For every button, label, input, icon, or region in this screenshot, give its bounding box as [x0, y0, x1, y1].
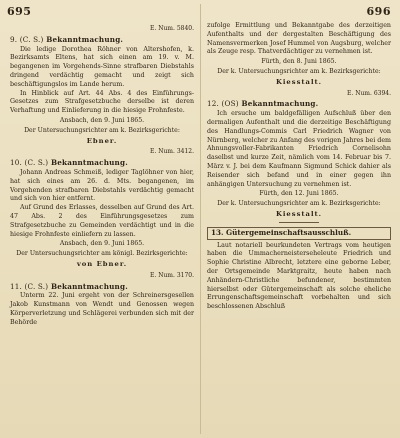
- notice-title: Bekanntmachung.: [51, 281, 128, 291]
- notice-paragraph: Unterm 22. Juni ergeht von der Schreinersgesellen Jakob Kunstmann von Wendt und Genossen wegen Körperverletzung und Schlägerei verbunden sich mit der Behörde: [10, 292, 194, 326]
- column-divider: [200, 4, 201, 434]
- right-column: [207, 22, 391, 312]
- notice-paragraph: Auf Grund des Erlasses, desselben auf Grund des Art. 47 Abs. 2 des Einführungsgesetzes zum Strafgesetzbuche zu Gemeinden verdächtigt und in die hiesige Frohnfeste einliefern zu lassen.: [10, 204, 194, 238]
- notice-number: 13.: [211, 227, 224, 237]
- signature-line: Der Untersuchungsrichter am k. Bezirksgerichte:: [24, 126, 180, 134]
- left-page-number: 695: [7, 5, 32, 18]
- notice-title: Gütergemeinschaftsausschluß.: [226, 227, 352, 237]
- notice-title: Bekanntmachung.: [241, 99, 319, 109]
- reference-number: E. Num. 3170.: [150, 271, 194, 279]
- signature-line: Ansbach, den 9. Juni 1865.: [59, 116, 145, 124]
- notice-title: Bekanntmachung.: [51, 158, 128, 168]
- left-column: [10, 22, 194, 328]
- notice-heading: [10, 159, 194, 168]
- boxed-section-heading: [207, 227, 391, 240]
- right-page-number: 696: [366, 5, 391, 18]
- signature-line: Fürth, den 12. Juni 1865.: [259, 190, 339, 198]
- signer-name: Ebner.: [86, 136, 118, 145]
- signature-line: Der k. Untersuchungsrichter am k. Bezirksgerichte:: [217, 67, 381, 75]
- notice-number: 10. (C. S.): [10, 158, 49, 168]
- notice-title: Bekanntmachung.: [46, 34, 124, 44]
- signature-line: Ansbach, den 9. Juni 1865.: [59, 240, 145, 248]
- reference-number: E. Num. 6394.: [347, 89, 391, 97]
- signature-line: Fürth, den 8. Juni 1865.: [261, 58, 337, 66]
- notice-paragraph: Ich ersuche um baldgefälligen Aufschluß über den dermaligen Aufenthalt und die derzeitige Beschäftigung des Handlungs-Commis Carl Friedrich Wagner von Nürnberg, welcher zu Anfang des vorigen Jahres bei dem Ahnungsvoller-Fabrikanten Friedrich Cornelisohn daselbst und kurze Zeit, nämlich vom 14. Februar bis 7. März v. J. bei dem Kaufmann Sigmund Schick dahier als Reisender sich befand und in einer gegen ihn anhängigen Untersuchung zu vernehmen ist.: [207, 110, 392, 188]
- signer-name: Kiesstalt.: [275, 209, 323, 218]
- notice-paragraph: Die ledige Dorothea Röhner von Altershofen, k. Bezirksamts Eltens, hat sich einen am 19. v. M. begangenen im Vorgehends-Sinne strafbaren Diebstahls dringend verdächtig gemacht und zeigt sich beschäftigungslos im Lande herum.: [10, 45, 194, 88]
- notice-paragraph: Johann Andreas Schmeiß, lediger Taglöhner von hier, hat sich eines am 26. d. Mts. begangenen, im Vorgehenden strafbaren Diebstahls verdächtig gemacht und sich von hier entfernt.: [10, 168, 194, 203]
- reference-number: E. Num. 3412.: [150, 148, 194, 156]
- notice-number: 12. (OS): [207, 99, 239, 109]
- notice-heading: [10, 36, 194, 45]
- notice-number: 9. (C. S.): [10, 34, 44, 44]
- reference-number: E. Num. 5840.: [150, 25, 194, 32]
- signer-name: von Ebner.: [76, 259, 128, 268]
- notice-paragraph: Laut notariell beurkundeten Vertrags vom heutigen haben die Ummacherneisterseheleute Friedrich und Sophie Christine Albrecht, letztere eine geborne Leber, der Ortsgemeinde Marktgraitz, heute haben nach Anhändern-Christliche befundener, bestimmten hierselbst oder Gütergemeinschaft als solche eheliche Errungenschaftsgemeinschaft vorbehalten und sich beschlossenen Abschluß: [207, 241, 391, 311]
- signer-name: Kiesstalt.: [275, 77, 323, 86]
- notice-heading: [207, 100, 391, 109]
- notice-paragraph: In Hinblick auf Art. 44 Abs. 4 des Einführungs-Gesetzes zum Strafgesetzbuche derselbe ist deren Verhaftung und Einlieferung in die hiesige Frohnfeste.: [10, 89, 194, 115]
- signature-line: Der k. Untersuchungsrichter am k. Bezirksgerichte:: [217, 200, 381, 208]
- notice-heading: [10, 283, 194, 292]
- notice-paragraph: zufolge Ermittlung und Bekanntgabe des derzeitigen Aufenthalts und der dergestalten Beschäftigung des Namensvermerken Josef Hummel von Augsburg, welcher als Zeuge resp. Thatverdächtiger zu vernehmen ist.: [207, 22, 391, 56]
- separator-rule: [279, 222, 319, 223]
- signature-line: Der Untersuchungsrichter am königl. Bezirksgerichte:: [16, 250, 188, 258]
- notice-number: 11. (C. S.): [10, 281, 49, 291]
